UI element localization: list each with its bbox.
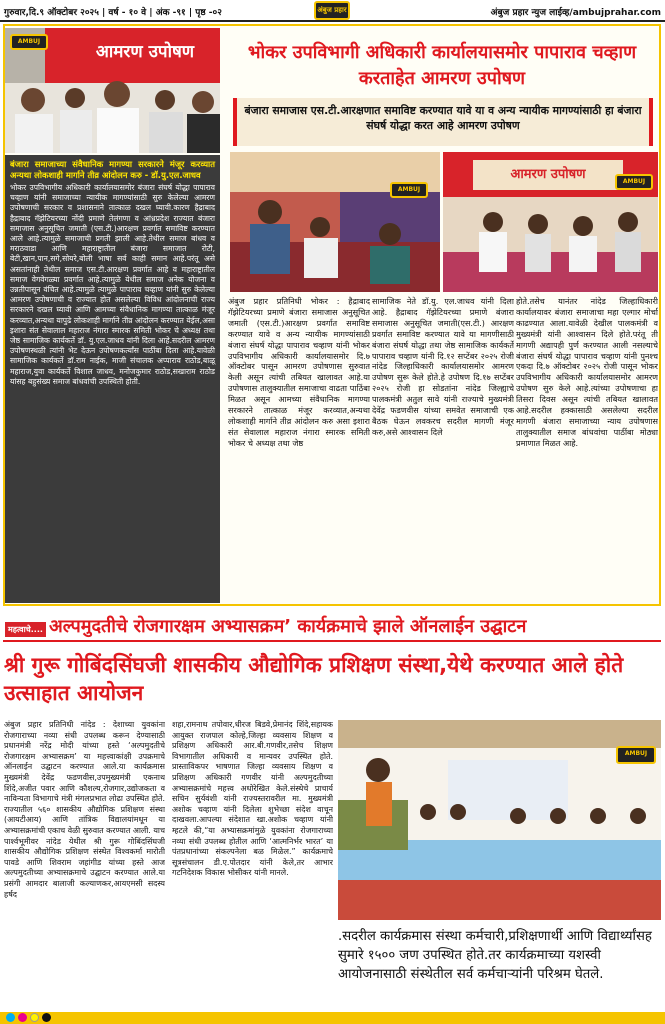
story2-kicker: अल्पमुदतीचे रोजगारक्षम अभ्यासक्रम’ कार्यक्रमाचे झाले ऑनलाईन उद्घाटन <box>49 616 527 637</box>
story2-column-1: अंबुज प्रहार प्रतिनिधी नांदेड : देशाच्या युवकांना रोजगाराच्या नव्या संधी उपलब्ध करून देण्यासाठी प्रधानमंत्री नरेंद्र मोदी यांच्या हस्ते ‘अल्पमुदतीचे रोजगारक्षम अभ्यासक्रम’ या महत्त्वाकांक्षी उपक्रमाचे ऑनलाईन उद्घाटन करण्यात आले.या कार्यक्रमास मुख्यमंत्री देवेंद्र फडणवीस,उपमुख्यमंत्री एकनाथ शिंदे,अजीत पवार आणि कौशल्य,रोजगार,उद्योजकता व नाविन्यता विभागाचे मंत्री मंगलप्रभात लोढा उपस्थित होते. राज्यातील ५६० शासकीय औद्योगिक प्रशिक्षण संस्था (आयटीआय) आणि तांत्रिक विद्यालयांमधून या अभ्यासक्रमांची एकाच वेळी सुरुवात करण्यात आली. याच पार्श्वभूमीवर नांदेड येथील श्री गुरू गोबिंदसिंघजी शासकीय औद्योगिक प्रशिक्षण संस्थेत विश्वकर्मा मारोती पावडे आणि शिवराम जहांगीड यांच्या हस्ते आज अल्पमुदतीच्या अभ्यासक्रमाचे उद्घाटन करण्यात आले.या प्रसंगी आमदार बालाजी कल्याणकर,आयएमसी सदस्य हर्षद <box>4 720 165 899</box>
site-url[interactable]: अंबुज प्रहार न्युज लाईव्ह/ambujprahar.com <box>490 8 661 18</box>
story2-photo <box>338 720 661 920</box>
sidebar-lead: बंजारा समाजाच्या संवैधानिक मागण्या सरकारने मंजूर करव्यात अन्यथा लोकशाही मार्गाने तीव्र आंदोलन करु - डॉ.यु.एल.जाधव <box>10 159 215 180</box>
photo-watermark-logo: AMBUJ <box>10 34 48 50</box>
photo2-banner: आमरण उपोषण <box>510 167 586 182</box>
footer-dot-yellow <box>30 1013 39 1022</box>
photo-watermark-logo: AMBUJ <box>390 182 428 198</box>
story2-kicker-bar <box>3 612 661 642</box>
story1-photo-right <box>443 152 658 292</box>
story1-subhead: बंजारा समाजास एस.टी.आरक्षणात समाविष्ट करण्यात यावे या व अन्य न्यायीक मागण्यांसाठी हा बंजारा संघर्ष योद्धा करत आहे आमरण उपोषण <box>233 98 653 146</box>
footer-dot-black <box>42 1013 51 1022</box>
story1-sidebar <box>5 155 220 603</box>
issue-info: गुरुवार,दि.९ ऑक्टोबर २०२५ | वर्ष - १० वे | अंक -९१ | पृष्ठ -०२ <box>4 8 222 18</box>
story1-column-3: होते.तसेच यानंतर नांदेड जिल्हाधिकारी कार्यालयावर बंजारा समाजाचा महा एल्गार मोर्चा काढण्यात आला.यावेळी देखील पालकमंत्री व मुख्यमंत्री यांनी आश्वासन दिले होते.परंतू ती मागणी अद्यापही पुर्ण करण्यात आली नसल्याचे बंजारा संघर्ष योद्धा पापाराव चव्हाण यांनी पुनश्च एकदा दि.७ ऑक्टोबर २०२५ रोजी पासून भोकर उपविभागीय अधिकारी कार्यालयासमोर आमरण उपोषण सुरु केले आहे.त्यांच्या उपोषणाचा हा तिसरा दिवस असून त्यांची तबियत खालावत आहे.सदरील हक्कासाठी असलेल्या सदरील मागणी बंजारा समाजाच्या न्याय उपोषणास तालुक्यातील समाज बांधवांचा पाठींबा मोठ्या प्रमाणात मिळत आहे. <box>516 296 658 448</box>
photo-watermark-logo: AMBUJ <box>615 174 653 190</box>
masthead-logo-text: अंबुज प्रहार <box>317 6 347 14</box>
story1-photo-main <box>5 28 220 153</box>
footer-dot-cyan <box>6 1013 15 1022</box>
story1-column-2: सामाजिक नेते डॉ.यु. एल.जाधव यांनी दिला आहे. हैद्राबाद गॅझेटियरच्या प्रमाणे बंजारा समाजास अनुसूचित जमाती(एस.टी.) आरक्षण प्रवर्गात समाविष्ट करण्यात यावे या मागणीसाठी बंजारा संघर्ष योद्धा तथा जेष्ठ सामाजिक कार्यकर्ते पापाराव चव्हाण यांनी दि.१२ सप्टेंबर २०२५ रोजी नांदेड जिल्हाधिकारी कार्यालयासमोर आमरण उपोषण सुरू केले होते.हे उपोषण दि.१७ सप्टेंबर २०२५ रोजी हा सोडतांना नांदेड जिल्ह्याचे पालकमंत्री अतुल सावे यांनी राज्याचे मुख्यमंत्री देवेंद्र फडणवीस यांच्या समवेत समाजाची एक बैठक घेऊन लवकरच सदरील मागणी मंजूर करु,असे आश्वासन दिले <box>372 296 514 437</box>
story1-photo-left <box>230 152 440 292</box>
sidebar-body: भोकर उपविभागीय अधिकारी कार्यालयासमोर बंजारा संघर्ष योद्धा पापाराव चव्हाण यांनी समाजाच्या न्यायीक मागण्यांसाठी सुरु केलेल्या आमरण उपोषणाची सरकार व प्रशासनाने तात्काळ दखल घ्यावी.कारण हैद्राबाद हैद्राबाद गॅझेटियरच्या नोंदी प्रमाणे तेलंगणा व आंध्रप्रदेश राज्यात बंजारा समाजास अनुसूचित जमाती (एस.टी.)आरक्षण प्रवर्गात समाविष्ट करण्यात आले आहे.त्यामुळे समाजाची प्रगती झाली आहे.तेथील समाज बांधव व मराठवाडा आणि महाराष्ट्रातील बंजारा समाजात रोटी, बेटी,खान,पान,सगे,सोयरे,बोली भाषा सर्व काही समान आहे.परंतू असे असतांनाही तेथील समाज एस.टी.आरक्षण प्रवर्गात आहे व महाराष्ट्रातील समाज वेगवेगळ्या प्रवर्गात आहे.त्यामुळे येथील समाज अनेक योजना व उन्नतीपासून वंचित आहे.त्यामुळे त्यामुळे पापाराव चव्हाण यांनी सुरु केलेल्या आमरण उपोषणाची व राज्यात होत असलेल्या विविध आंदोलनाची राज्य सरकारने दखल घ्यावी आणि आमच्या संवैधानिक मागण्या तात्काळ मंजूर करव्यात,अन्यथा यापुढे लोकशाही मार्गाने तीव्र आंदोलन करण्यात येईल,असा इशारा संत सेवालाल महाराज नंगारा स्मारक समिती भोकर चे अध्यक्ष तथा जेष्ठ सामाजिक कार्यकर्ते डॉ. यु.एल.जाधव यांनी दिला आहे.सदरील आमरण उपोषणस्थळी त्यांनी भेट देऊन उपोषणकर्त्यांस पाठींबा दिला आहे.यावेळी सामाजिक कार्यकर्ते डॉ.राम नाईक, माजी संचालक अप्पाराव राठोड,बाळू महाराज,युवा कार्यकर्ते विशाल जाधव, मनोजकुमार राठोड,सखाराम राठोड यांसह बहुसंख्य समाज बांधवांची उपस्थिती होती. <box>10 183 215 386</box>
page-header <box>0 0 665 22</box>
hunger-strike-photo <box>230 152 440 292</box>
story1-column-1: अंबुज प्रहार प्रतिनिधी भोकर : हैद्राबाद गॅझेटियरच्या प्रमाणे बंजारा समाजास अनुसूचित जमाती (एस.टी.)आरक्षण प्रवर्गात समाविष्ट करण्यात यावे व अन्य न्यायीक मागण्यांसाठी बंजारा संघर्ष योद्धा पापाराव चव्हाण यांनी भोकर उपविभागीय अधिकारी कार्यालयासमोर दि.७ ऑक्टोबर पासून आमरण उपोषणास सुरुवात केली असून त्यांची तबियत खालावत आहे.या उपोषणास तालुक्यातील समाजाचा वाढता पाठिंबा मिळत असून आमच्या संवैधानिक मागण्या सरकारने तात्काळ मंजूर करव्यात,अन्यथा लोकशाही मार्गाने तीव्र आंदोलन करु असा इशारा संत सेवालाल महाराज नंगारा स्मारक समिती भोकर चे अध्यक्ष तथा जेष्ठ <box>228 296 370 448</box>
story1-headline: भोकर उपविभागी अधिकारी कार्यालयासमोर पापाराव चव्हाण करताहेत आमरण उपोषण <box>247 42 637 89</box>
masthead-logo <box>314 1 350 20</box>
page-footer-bar <box>0 1012 665 1024</box>
photo-watermark-logo: AMBUJ <box>616 746 656 764</box>
footer-dot-magenta <box>18 1013 27 1022</box>
iti-event-photo <box>338 720 661 920</box>
story2-caption: .सदरील कार्यक्रमास संस्था कर्मचारी,प्रशिक्षणार्थी आणि विद्यार्थ्यांसह सुमारे १५०० जण उपस्थित होते.तर कार्यक्रमाच्या यशस्वी आयोजनासाठी संस्थेतील सर्व कर्मचाऱ्यांनी परिश्रम घेतले. <box>338 929 652 982</box>
story2-column-2: शहा,रामनाथ तपोवार,धीरज बिडवे,प्रेमानंद शिंदे,सहायक आयुक्त राजपाल कोल्हे,जिल्हा व्यवसाय शिक्षण व प्रशिक्षण अधिकारी आर.बी.गणवीर,तसेच शिक्षण विभागातील अधिकारी व मान्यवर उपस्थित होते. प्रास्ताविकपर भाषणात जिल्हा व्यवसाय शिक्षण व प्रशिक्षण अधिकारी गणवीर यांनी अल्पमुदतीच्या अभ्यासक्रमांचे महत्त्व अधोरेखित केले.संस्थेचे प्राचार्य सचिन सुर्यवंशी यांनी राज्यस्तरावरील मा. मुख्यमंत्री अशोक चव्हाण यांनी दिलेला शुभेच्छा संदेश वाचून दाखवला.आपल्या संदेशात खा.अशोक चव्हाण यांनी म्हटले की,“या अभ्यासक्रमांमुळे युवकांना रोजगाराच्या नव्या संधी उपलब्ध होतील आणि ‘आत्मनिर्भर भारत’ या पंतप्रधानांच्या संकल्पनेला बळ मिळेल.” कार्यक्रमाचे सूत्रसंचालन डी.ए.पोतदार यांनी केले,तर आभार गटनिदेशक विकास भोसीकर यांनी मानले. <box>172 720 333 878</box>
story2-headline: श्री गुरू गोबिंदसिंघजी शासकीय औद्योगिक प्रशिक्षण संस्था,येथे करण्यात आले होते उत्साहात आयोजन <box>4 653 624 705</box>
photo-banner: आमरण उपोषण <box>95 42 195 62</box>
important-tag: महत्वाचे.... <box>5 622 46 637</box>
